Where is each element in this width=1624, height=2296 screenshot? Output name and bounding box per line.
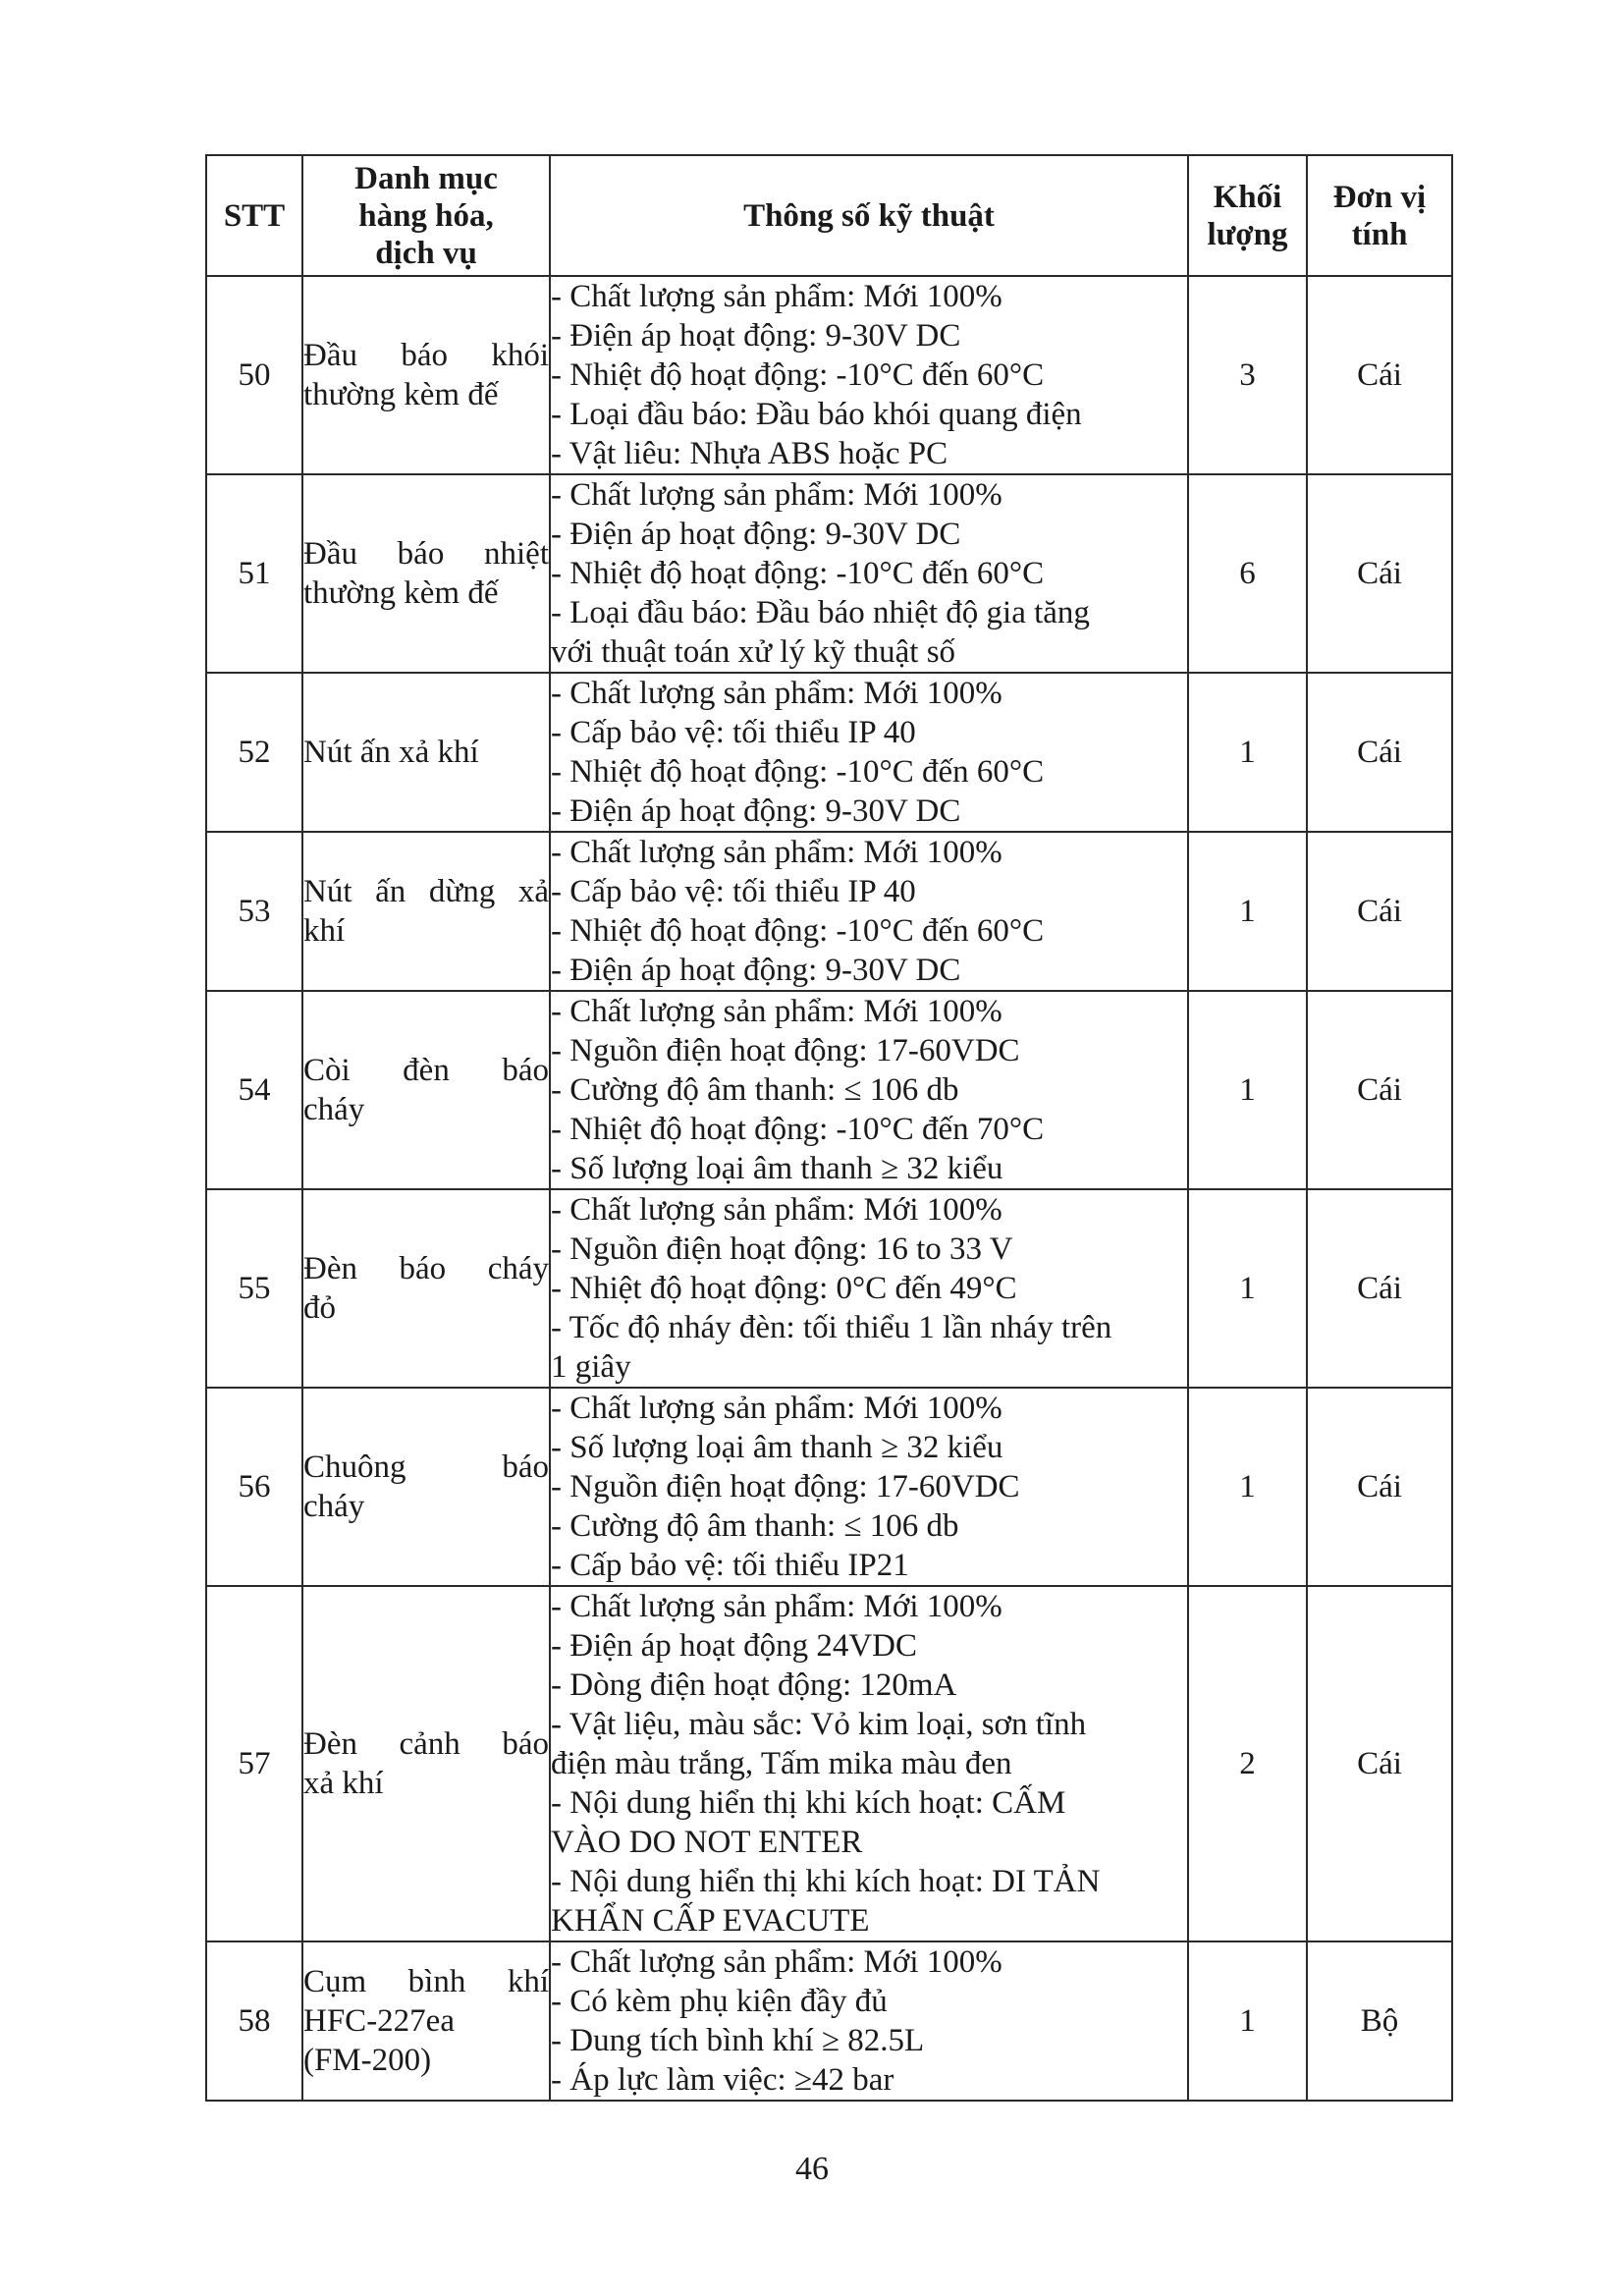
spec-line: điện màu trắng, Tấm mika màu đen [551,1746,1012,1781]
table-body [206,276,1452,2101]
equipment-spec-table [205,154,1453,2102]
spec-line: - Chất lượng sản phẩm: Mới 100% [551,477,1002,513]
row-qty: 1 [1188,832,1307,991]
header-unit [1307,155,1452,276]
spec-line: - Dung tích bình khí ≥ 82.5L [551,2023,925,2058]
row-unit: Cái [1307,1189,1452,1388]
row-stt: 51 [206,474,302,673]
row-specs [550,1189,1188,1388]
header-item-line: hàng hóa, [358,197,494,234]
spec-line: - Số lượng loại âm thanh ≥ 32 kiểu [551,1430,1003,1465]
item-name-line: Còi đèn báo [303,1053,549,1088]
row-item-name [302,991,550,1189]
spec-line: - Nội dung hiển thị khi kích hoạt: DI TẢN [551,1864,1101,1899]
table-row [206,673,1452,832]
item-name-line: Đầu báo nhiệt [303,536,549,572]
spec-line: - Nhiệt độ hoạt động: -10°C đến 60°C [551,913,1045,949]
item-name-line: cháy [303,1092,365,1127]
spec-line: - Nội dung hiển thị khi kích hoạt: CẤM [551,1785,1066,1821]
item-name-line: (FM-200) [303,2043,432,2078]
table-row [206,1941,1452,2101]
spec-line: - Nhiệt độ hoạt động: 0°C đến 49°C [551,1271,1017,1306]
spec-line: - Áp lực làm việc: ≥42 bar [551,2062,894,2098]
header-item-line: dịch vụ [375,235,477,271]
spec-line: - Cấp bảo vệ: tối thiểu IP 40 [551,874,916,909]
row-unit: Cái [1307,673,1452,832]
row-specs [550,832,1188,991]
spec-line: - Loại đầu báo: Đầu báo khói quang điện [551,397,1082,432]
row-qty: 1 [1188,1189,1307,1388]
item-name-line: Chuông báo [303,1449,549,1485]
row-qty: 1 [1188,673,1307,832]
row-qty: 1 [1188,1388,1307,1586]
row-qty: 1 [1188,1941,1307,2101]
row-stt: 54 [206,991,302,1189]
row-stt: 52 [206,673,302,832]
spec-line: - Nhiệt độ hoạt động: -10°C đến 70°C [551,1112,1045,1147]
row-stt: 58 [206,1941,302,2101]
row-stt: 56 [206,1388,302,1586]
item-name-line: Đèn cảnh báo [303,1726,549,1762]
spec-line: - Cường độ âm thanh: ≤ 106 db [551,1508,959,1544]
spec-line: - Nhiệt độ hoạt động: -10°C đến 60°C [551,357,1045,393]
spec-line: - Cấp bảo vệ: tối thiểu IP 40 [551,715,916,750]
spec-line: - Điện áp hoạt động: 9-30V DC [551,517,961,552]
row-item-name [302,1388,550,1586]
row-specs [550,991,1188,1189]
row-specs [550,673,1188,832]
spec-line: - Chất lượng sản phẩm: Mới 100% [551,994,1002,1029]
table-row [206,474,1452,673]
row-qty: 1 [1188,991,1307,1189]
spec-line: - Chất lượng sản phẩm: Mới 100% [551,1944,1002,1980]
item-name-line: khí [303,913,346,949]
item-name-line: thường kèm đế [303,575,499,611]
item-name-line: cháy [303,1489,365,1524]
spec-line: - Nguồn điện hoạt động: 17-60VDC [551,1033,1020,1068]
spec-line: - Chất lượng sản phẩm: Mới 100% [551,1192,1002,1228]
row-unit: Cái [1307,991,1452,1189]
spec-line: - Điện áp hoạt động: 9-30V DC [551,793,961,829]
spec-line: - Chất lượng sản phẩm: Mới 100% [551,1391,1002,1426]
spec-line: - Số lượng loại âm thanh ≥ 32 kiểu [551,1151,1003,1186]
spec-line: - Nhiệt độ hoạt động: -10°C đến 60°C [551,556,1045,591]
header-item [302,155,550,276]
item-name-line: xả khí [303,1766,384,1801]
row-item-name [302,832,550,991]
spec-line: - Vật liêu: Nhựa ABS hoặc PC [551,436,948,471]
spec-line: - Điện áp hoạt động: 9-30V DC [551,318,961,354]
page-number: 46 [795,2151,829,2187]
item-name-line: Nút ấn dừng xả [303,874,549,909]
spec-line: - Dòng điện hoạt động: 120mA [551,1667,957,1703]
item-name-line: Đèn báo cháy [303,1251,549,1286]
spec-line: - Vật liệu, màu sắc: Vỏ kim loại, sơn tĩnh [551,1707,1087,1742]
item-name-line: đỏ [303,1290,336,1326]
row-item-name [302,673,550,832]
row-qty: 3 [1188,276,1307,474]
spec-line: - Nguồn điện hoạt động: 17-60VDC [551,1469,1020,1504]
spec-line: 1 giây [551,1349,631,1385]
row-specs [550,474,1188,673]
table-row [206,991,1452,1189]
item-name-line: Cụm bình khí [303,1964,549,1999]
table-row [206,1388,1452,1586]
spec-line: - Nguồn điện hoạt động: 16 to 33 V [551,1231,1013,1267]
table-row [206,832,1452,991]
header-stt: STT [206,155,302,276]
spec-line: - Tốc độ nháy đèn: tối thiểu 1 lần nháy trên [551,1310,1112,1345]
spec-line: - Chất lượng sản phẩm: Mới 100% [551,835,1002,870]
row-unit: Bộ [1307,1941,1452,2101]
spec-line: - Chất lượng sản phẩm: Mới 100% [551,1589,1002,1624]
item-name-line: HFC-227ea [303,2003,455,2039]
row-item-name [302,1189,550,1388]
item-name-line: thường kèm đế [303,377,499,412]
item-name-line: Đầu báo khói [303,338,549,373]
row-item-name [302,1941,550,2101]
row-stt: 57 [206,1586,302,1941]
spec-line: - Loại đầu báo: Đầu báo nhiệt độ gia tăng [551,595,1090,630]
row-specs [550,1388,1188,1586]
row-item-name [302,276,550,474]
table-row [206,1189,1452,1388]
spec-line: - Cường độ âm thanh: ≤ 106 db [551,1072,959,1108]
row-unit: Cái [1307,474,1452,673]
row-item-name [302,1586,550,1941]
header-unit-line: tính [1351,216,1408,252]
row-item-name [302,474,550,673]
header-qty-line: lượng [1207,216,1288,252]
table-row [206,1586,1452,1941]
spec-line: - Điện áp hoạt động 24VDC [551,1628,918,1664]
spec-line: - Cấp bảo vệ: tối thiểu IP21 [551,1548,909,1583]
spec-line: - Nhiệt độ hoạt động: -10°C đến 60°C [551,754,1045,790]
table-row [206,276,1452,474]
header-qty-line: Khối [1213,179,1282,215]
row-specs [550,1941,1188,2101]
row-qty: 6 [1188,474,1307,673]
item-name-line: Nút ấn xả khí [303,735,479,770]
spec-line: - Chất lượng sản phẩm: Mới 100% [551,279,1002,314]
row-qty: 2 [1188,1586,1307,1941]
spec-line: - Có kèm phụ kiện đầy đủ [551,1984,888,2019]
row-unit: Cái [1307,1388,1452,1586]
header-item-line: Danh mục [354,160,498,196]
header-specs: Thông số kỹ thuật [550,155,1188,276]
table-header-row [206,155,1452,276]
row-unit: Cái [1307,832,1452,991]
spec-line: KHẨN CẤP EVACUTE [551,1903,870,1939]
row-stt: 50 [206,276,302,474]
header-qty [1188,155,1307,276]
row-stt: 55 [206,1189,302,1388]
row-unit: Cái [1307,276,1452,474]
row-specs [550,1586,1188,1941]
row-specs [550,276,1188,474]
spec-line: - Chất lượng sản phẩm: Mới 100% [551,676,1002,711]
spec-line: với thuật toán xử lý kỹ thuật số [551,634,956,670]
row-unit: Cái [1307,1586,1452,1941]
spec-line: VÀO DO NOT ENTER [551,1825,863,1860]
row-stt: 53 [206,832,302,991]
header-unit-line: Đơn vị [1332,179,1427,215]
spec-line: - Điện áp hoạt động: 9-30V DC [551,953,961,988]
